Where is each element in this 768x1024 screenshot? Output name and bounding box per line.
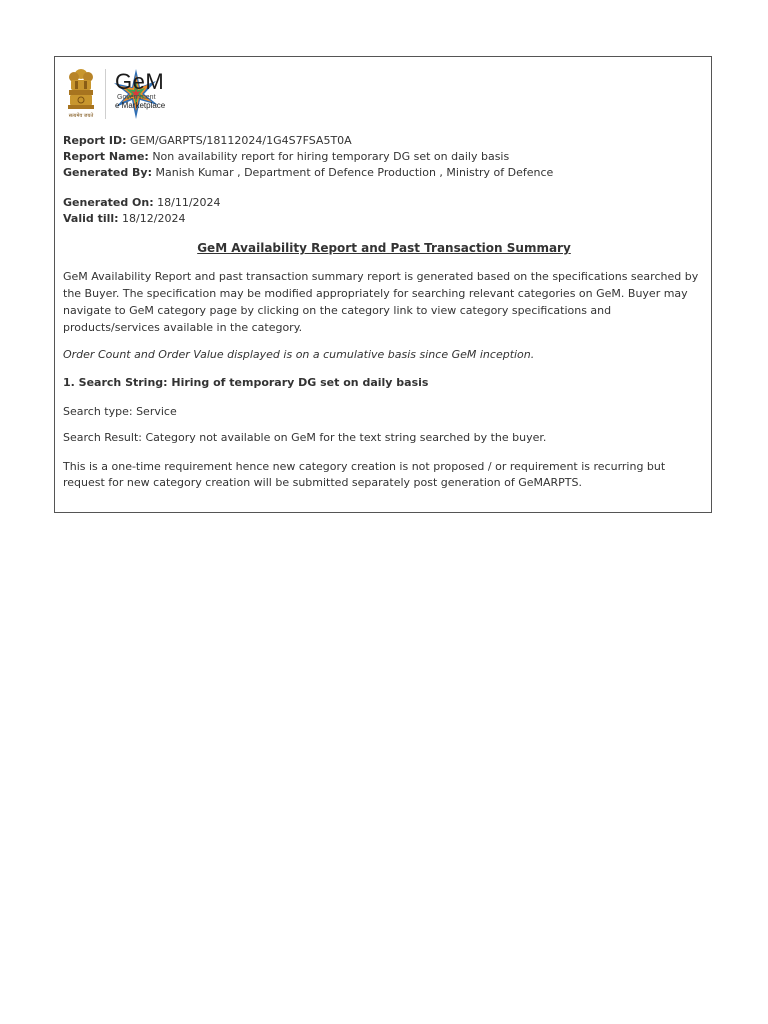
report-id-value: GEM/GARPTS/18112024/1G4S7FSA5T0A <box>126 134 352 147</box>
generated-on-value: 18/11/2024 <box>153 196 221 209</box>
generated-on-line <box>63 195 705 211</box>
report-name-line <box>63 149 705 165</box>
cumulative-note: Order Count and Order Value displayed is on a cumulative basis since GeM inception. <box>63 348 535 361</box>
report-id-label: Report ID: <box>63 134 127 147</box>
search-type: Search type: Service <box>63 405 177 418</box>
search-result: Search Result: Category not available on GeM for the text string searched by the buyer. <box>63 431 547 444</box>
generated-by-line <box>63 165 705 181</box>
svg-text:सत्यमेव जयते: सत्यमेव जयते <box>68 113 94 119</box>
report-name-value: Non availability report for hiring temporary DG set on daily basis <box>148 150 510 163</box>
page-title: GeM Availability Report and Past Transaction Summary <box>197 241 571 255</box>
national-emblem-icon <box>65 67 97 121</box>
logo-divider <box>105 69 106 119</box>
gem-brand-sub1: Government <box>117 94 156 101</box>
report-frame <box>54 56 712 513</box>
header-logos <box>65 65 265 121</box>
valid-till-label: Valid till: <box>63 212 119 225</box>
generated-by-label: Generated By: <box>63 166 153 179</box>
report-content <box>63 133 705 491</box>
search-string-heading: 1. Search String: Hiring of temporary DG set on daily basis <box>63 376 429 389</box>
generated-on-label: Generated On: <box>63 196 154 209</box>
valid-till-line <box>63 211 705 227</box>
report-id-line <box>63 133 705 149</box>
generated-by-value: Manish Kumar , Department of Defence Production , Ministry of Defence <box>152 166 554 179</box>
gem-brand-sub2: e Marketplace <box>115 101 166 110</box>
gem-brand-word: GeM <box>115 69 165 94</box>
category-remark: This is a one-time requirement hence new category creation is not proposed / or requirement is recurring but request for new category creation will be submitted separately post generation of GeMARPTS. <box>63 460 666 489</box>
valid-till-value: 18/12/2024 <box>118 212 186 225</box>
report-name-label: Report Name: <box>63 150 149 163</box>
intro-paragraph: GeM Availability Report and past transaction summary report is generated based on the specifications searched by the Buyer. The specification may be modified appropriately for searching relevant categories on GeM. Buyer may navigate to GeM category page by clicking on the category link to view category specifications and products/services available in the category. <box>63 270 699 334</box>
